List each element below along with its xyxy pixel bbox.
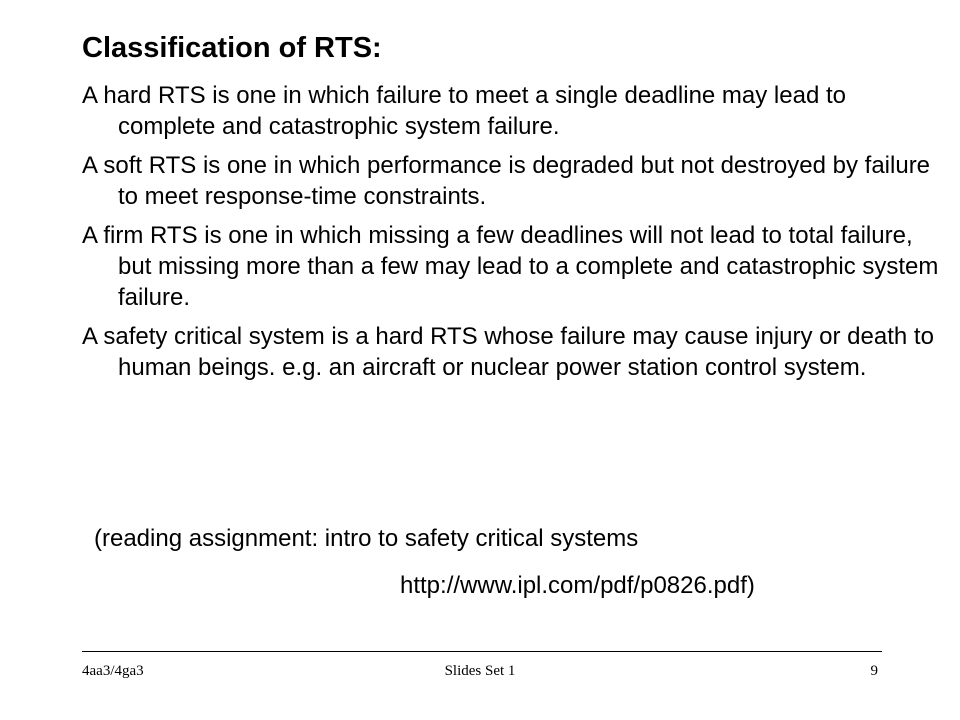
paragraph-hard-rts: A hard RTS is one in which failure to meet a single deadline may lead to complete and catastrophic system failure. xyxy=(82,82,846,140)
reading-url: http://www.ipl.com/pdf/p0826.pdf) xyxy=(400,572,755,599)
footer-page-number: 9 xyxy=(870,663,878,679)
footer-divider xyxy=(82,651,882,652)
footer-course-code: 4aa3/4ga3 xyxy=(82,663,144,679)
paragraph-soft-rts: A soft RTS is one in which performance is degraded but not destroyed by failure to meet response-time constraints. xyxy=(82,152,931,210)
paragraph-safety-critical: A safety critical system is a hard RTS whose failure may cause injury or death to human beings. e.g. an aircraft or nuclear power station control system. xyxy=(82,323,934,381)
footer-slide-set: Slides Set 1 xyxy=(444,663,516,679)
slide-body xyxy=(82,80,942,391)
slide-title: Classification of RTS: xyxy=(82,32,382,64)
reading-assignment: (reading assignment: intro to safety critical systems xyxy=(94,525,639,552)
paragraph-firm-rts: A firm RTS is one in which missing a few deadlines will not lead to total failure, but missing more than a few may lead to a complete and catastrophic system failure. xyxy=(82,222,939,311)
